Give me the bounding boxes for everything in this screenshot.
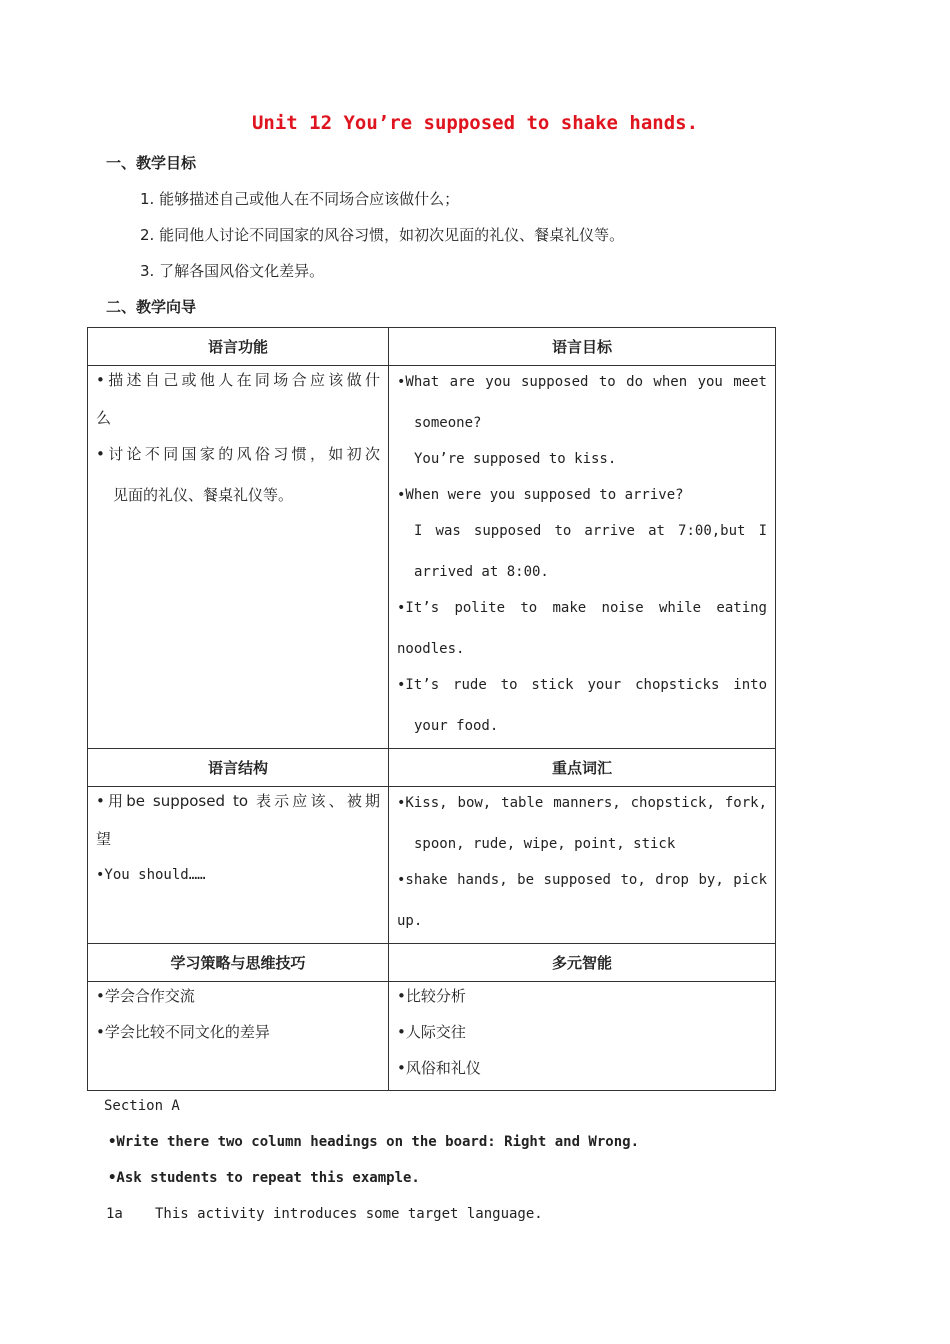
list-item: 见面的礼仪、餐桌礼仪等。 — [113, 486, 294, 504]
list-item: •It’s polite to make noise while eating — [397, 600, 767, 616]
cell-language-function — [88, 366, 389, 749]
instruction-bullet-1: •Write there two column headings on the board: Right and Wrong. — [108, 1134, 640, 1150]
list-item: arrived at 8:00. — [414, 564, 549, 580]
cell-multiple-intelligences — [389, 982, 776, 1091]
list-item: •人际交往 — [397, 1023, 466, 1041]
cell-key-vocabulary — [389, 787, 776, 944]
list-item: I was supposed to arrive at 7:00,but I — [414, 523, 767, 539]
list-item: •比较分析 — [397, 987, 466, 1005]
list-item: •When were you supposed to arrive? — [397, 487, 684, 503]
objective-item-3: 3. 了解各国风俗文化差异。 — [140, 262, 325, 280]
activity-description: This activity introduces some target language. — [155, 1206, 543, 1222]
table-header-row — [88, 749, 776, 787]
instruction-bullet-2: •Ask students to repeat this example. — [108, 1170, 420, 1186]
list-item: 么 — [96, 409, 112, 427]
list-item: spoon, rude, wipe, point, stick — [414, 836, 676, 852]
activity-number: 1a — [106, 1206, 123, 1222]
table-row — [88, 982, 776, 1091]
objective-item-2: 2. 能同他人讨论不同国家的风谷习惯，如初次见面的礼仪、餐桌礼仪等。 — [140, 226, 625, 244]
list-item: •What are you supposed to do when you meet — [397, 374, 767, 390]
header-key-vocabulary: 重点词汇 — [389, 749, 776, 787]
list-item: •描述自己或他人在同场合应该做什 — [96, 371, 380, 389]
list-item: •You should…… — [96, 867, 206, 883]
header-multiple-intelligences: 多元智能 — [389, 944, 776, 982]
section-label: Section A — [104, 1098, 180, 1114]
objective-item-1: 1. 能够描述自己或他人在不同场合应该做什么； — [140, 190, 460, 208]
table-header-row — [88, 328, 776, 366]
list-item: •shake hands, be supposed to, drop by, pick — [397, 872, 767, 888]
list-item: noodles. — [397, 641, 465, 657]
table-row — [88, 787, 776, 944]
page-title: Unit 12 You’re supposed to shake hands. — [251, 112, 699, 134]
list-item: •学会合作交流 — [96, 987, 195, 1005]
list-item: •风俗和礼仪 — [397, 1059, 481, 1077]
cell-language-structure — [88, 787, 389, 944]
list-item: •Kiss, bow, table manners, chopstick, fork, — [397, 795, 767, 811]
list-item: You’re supposed to kiss. — [414, 451, 617, 467]
cell-language-goals — [389, 366, 776, 749]
list-item: •It’s rude to stick your chopsticks into — [397, 677, 767, 693]
list-item: •用be supposed to 表示应该、被期 — [96, 792, 380, 810]
header-language-function: 语言功能 — [88, 328, 389, 366]
cell-learning-strategies — [88, 982, 389, 1091]
list-item: your food. — [414, 718, 499, 734]
table-row — [88, 366, 776, 749]
table-header-row — [88, 944, 776, 982]
teaching-guide-table — [87, 327, 776, 1091]
guide-heading: 二、教学向导 — [106, 298, 197, 316]
header-language-goals: 语言目标 — [389, 328, 776, 366]
list-item: •讨论不同国家的风俗习惯，如初次 — [96, 445, 380, 463]
header-language-structure: 语言结构 — [88, 749, 389, 787]
list-item: someone? — [414, 415, 482, 431]
objectives-heading: 一、教学目标 — [106, 154, 197, 172]
list-item: up. — [397, 913, 423, 929]
list-item: 望 — [96, 830, 112, 848]
list-item: •学会比较不同文化的差异 — [96, 1023, 270, 1041]
header-learning-strategies: 学习策略与思维技巧 — [88, 944, 389, 982]
